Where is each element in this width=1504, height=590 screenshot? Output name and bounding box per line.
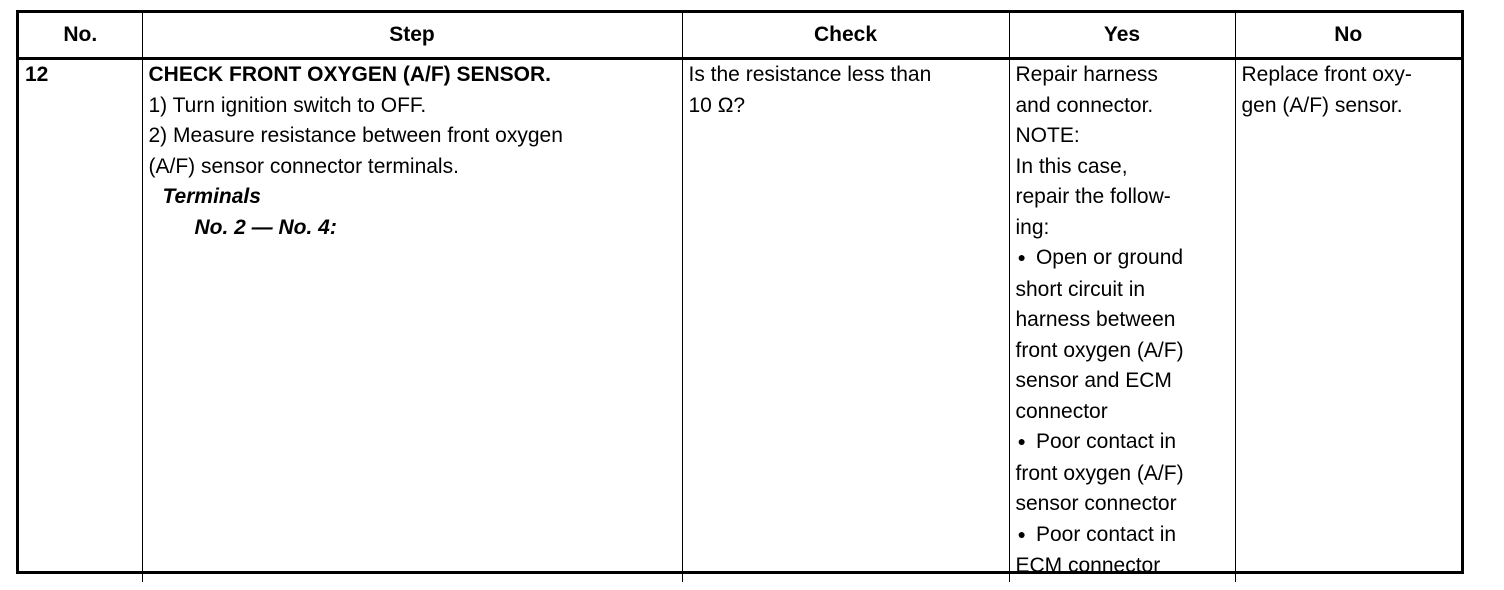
yes-line: NOTE: — [1015, 124, 1080, 147]
yes-line: ing: — [1015, 215, 1050, 239]
bullet-item-ecm-contact — [1016, 520, 1229, 552]
yes-cell — [1009, 59, 1235, 582]
step-title: CHECK FRONT OXYGEN (A/F) SENSOR. — [148, 63, 552, 86]
bullet-item-open-short — [1016, 243, 1229, 275]
bullet-text: Poor contact in — [1035, 430, 1177, 453]
diagnostic-table-frame — [16, 10, 1464, 577]
check-line1: Is the resistance less than — [688, 63, 932, 86]
bullet-text: Poor contact in — [1035, 522, 1177, 546]
table-row — [19, 59, 1461, 582]
yes-line: front oxygen (A/F) — [1015, 338, 1184, 362]
row-number: 12 — [19, 59, 142, 582]
yes-line: repair the follow- — [1015, 185, 1171, 208]
step-2-line2: (A/F) sensor connector terminals. — [148, 154, 459, 178]
no-line2: gen (A/F) sensor. — [1241, 93, 1403, 117]
header-check: Check — [682, 13, 1009, 59]
yes-line: connector — [1015, 399, 1108, 423]
bullet-item-sensor-contact — [1016, 427, 1229, 459]
yes-line: front oxygen (A/F) — [1015, 461, 1184, 485]
bullet-text: Open or ground — [1035, 246, 1184, 269]
yes-line: sensor connector — [1015, 492, 1177, 515]
yes-line: In this case, — [1015, 154, 1128, 178]
yes-line: sensor and ECM — [1015, 369, 1172, 392]
yes-line: ECM connector — [1015, 554, 1161, 577]
table-header-row — [19, 13, 1461, 59]
step-cell — [142, 59, 682, 582]
yes-line: Repair harness — [1015, 63, 1158, 86]
yes-line: short circuit in — [1015, 277, 1146, 301]
check-line2: 10 Ω? — [688, 93, 746, 117]
header-no-result: No — [1235, 13, 1461, 59]
bullet-icon — [1016, 246, 1036, 269]
no-line1: Replace front oxy- — [1241, 63, 1412, 86]
bullet-icon — [1016, 523, 1036, 546]
terminals-label: Terminals — [162, 185, 261, 208]
header-step: Step — [142, 13, 682, 59]
terminals-value: No. 2 — No. 4: — [194, 215, 337, 239]
step-2-line1: 2) Measure resistance between front oxygen — [148, 124, 563, 147]
step-1: 1) Turn ignition switch to OFF. — [148, 93, 427, 117]
bullet-icon — [1016, 430, 1036, 453]
yes-line: and connector. — [1015, 93, 1154, 117]
header-no: No. — [19, 13, 142, 59]
header-yes: Yes — [1009, 13, 1235, 59]
no-cell — [1235, 59, 1461, 582]
diagnostic-table — [19, 13, 1461, 582]
check-cell — [682, 59, 1009, 582]
yes-line: harness between — [1015, 308, 1176, 331]
